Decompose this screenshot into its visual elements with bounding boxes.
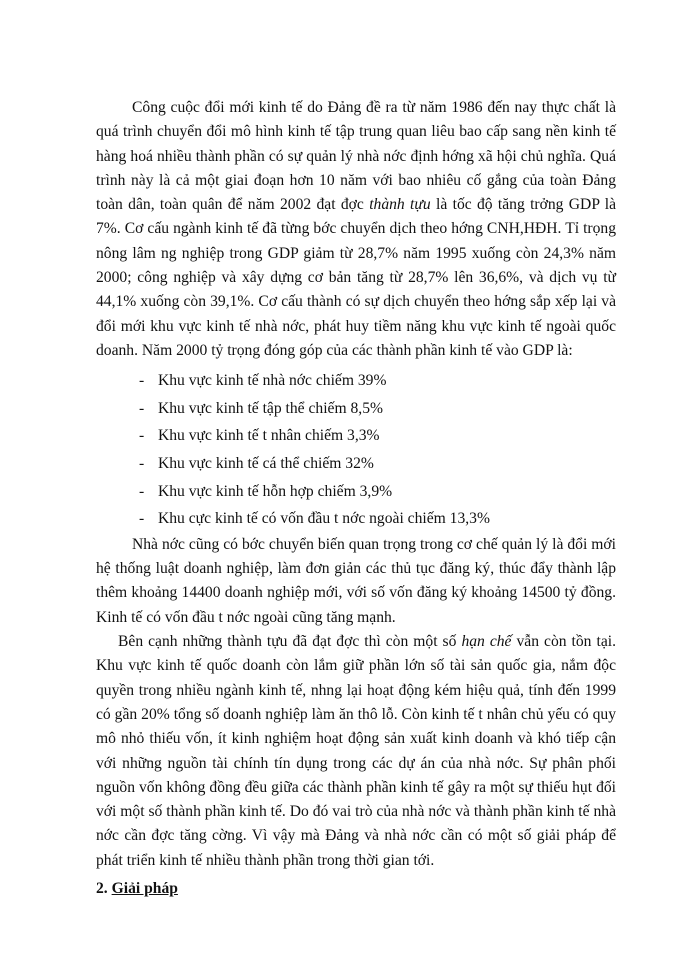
list-item-text: Khu cực kinh tế có vốn đầu t nớc ngoài chiếm 13,3% [158, 510, 490, 528]
emphasis-achievements: thành tựu [369, 196, 431, 214]
list-item-text: Khu vực kinh tế tập thể chiếm 8,5% [158, 399, 383, 417]
bullet-dash: - [139, 399, 145, 417]
emphasis-limitations: hạn chế [461, 633, 512, 651]
section-number: 2. [96, 879, 108, 897]
list-item-text: Khu vực kinh tế nhà nớc chiếm 39% [158, 372, 387, 390]
paragraph-limitations [96, 630, 616, 873]
list-item [96, 505, 616, 533]
bullet-dash: - [139, 482, 145, 500]
paragraph-text: là tốc độ tăng trởng GDP là 7%. Cơ cấu ngành kinh tế đã từng bớc chuyển dịch theo hớng CNH,HĐH. Tỉ trọng nông lâm ng nghiệp trong GDP giảm từ 28,7% năm 1995 xuống còn 24,3% năm 2000; công nghiệp và xây dựng cơ bản tăng từ 28,7% lên 36,6%, và dịch vụ từ 44,1% xuống còn 39,1%. Cơ cấu thành có sự dịch chuyển theo hớng sắp xếp lại và đổi mới khu vực kinh tế nhà nớc, phát huy tiềm năng khu vực kinh tế ngoài quốc doanh. Năm 2000 tỷ trọng đóng góp của các thành phần kinh tế vào GDP là: [96, 196, 616, 359]
list-item [96, 450, 616, 478]
list-item [96, 395, 616, 423]
document-body [96, 96, 616, 901]
section-heading [96, 877, 616, 901]
section-title: Giải pháp [111, 879, 178, 897]
paragraph-text: Bên cạnh những thành tựu đã đạt đợc thì còn một số [118, 633, 462, 651]
list-item-text: Khu vực kinh tế t nhân chiếm 3,3% [158, 427, 380, 445]
list-item-text: Khu vực kinh tế hỗn hợp chiếm 3,9% [158, 482, 393, 500]
list-item [96, 367, 616, 395]
list-item [96, 478, 616, 506]
paragraph-reform-overview [96, 96, 616, 363]
bullet-dash: - [139, 427, 145, 445]
paragraph-state-management: Nhà nớc cũng có bớc chuyển biến quan trọng trong cơ chế quản lý là đổi mới hệ thống luật doanh nghiệp, làm đơn giản các thủ tục đăng ký, thúc đẩy thành lập thêm khoảng 14400 doanh nghiệp mới, với số vốn đăng ký khoảng 14500 tỷ đồng. Kinh tế có vốn đầu t nớc ngoài cũng tăng mạnh. [96, 535, 616, 626]
bullet-dash: - [139, 372, 145, 390]
bullet-dash: - [139, 455, 145, 473]
list-item [96, 422, 616, 450]
gdp-share-list [96, 367, 616, 533]
paragraph-text: Công cuộc đổi mới kinh tế do Đảng đề ra từ năm 1986 đến nay thực chất là quá trình chuyển đổi mô hình kinh tế tập trung quan liêu bao cấp sang nền kinh tế hàng hoá nhiều thành phần có sự quản lý nhà nớc định hớng xã hội chủ nghĩa. Quá trình này là cả một giai đoạn hơn 10 năm với bao nhiêu cố gắng của toàn Đảng toàn dân, toàn quân để năm 2002 đạt đợc [96, 99, 616, 214]
paragraph-text: vẫn còn tồn tại. Khu vực kinh tế quốc doanh còn lắm giữ phần lớn số tài sản quốc gia, nắm độc quyền trong nhiều ngành kinh tế, nhng lại hoạt động kém hiệu quả, tính đến 1999 có gần 20% tổng số doanh nghiệp làm ăn thô lỗ. Còn kinh tế t nhân chủ yếu có quy mô nhỏ thiếu vốn, ít kinh nghiệm hoạt động sản xuất kinh doanh và khó tiếp cận với những nguồn tài chính tín dụng trong các dự án của nhà nớc. Sự phân phối nguồn vốn không đồng đều giữa các thành phần kinh tế gây ra một sự thiếu hụt đối với một số thành phần kinh tế. Do đó vai trò của nhà nớc và thành phần kinh tế nhà nớc cần đợc tăng cờng. Vì vậy mà Đảng và nhà nớc cần có một số giải pháp để phát triển kinh tế nhiều thành phần trong thời gian tới. [96, 633, 616, 869]
bullet-dash: - [139, 510, 145, 528]
list-item-text: Khu vực kinh tế cá thể chiếm 32% [158, 455, 374, 473]
